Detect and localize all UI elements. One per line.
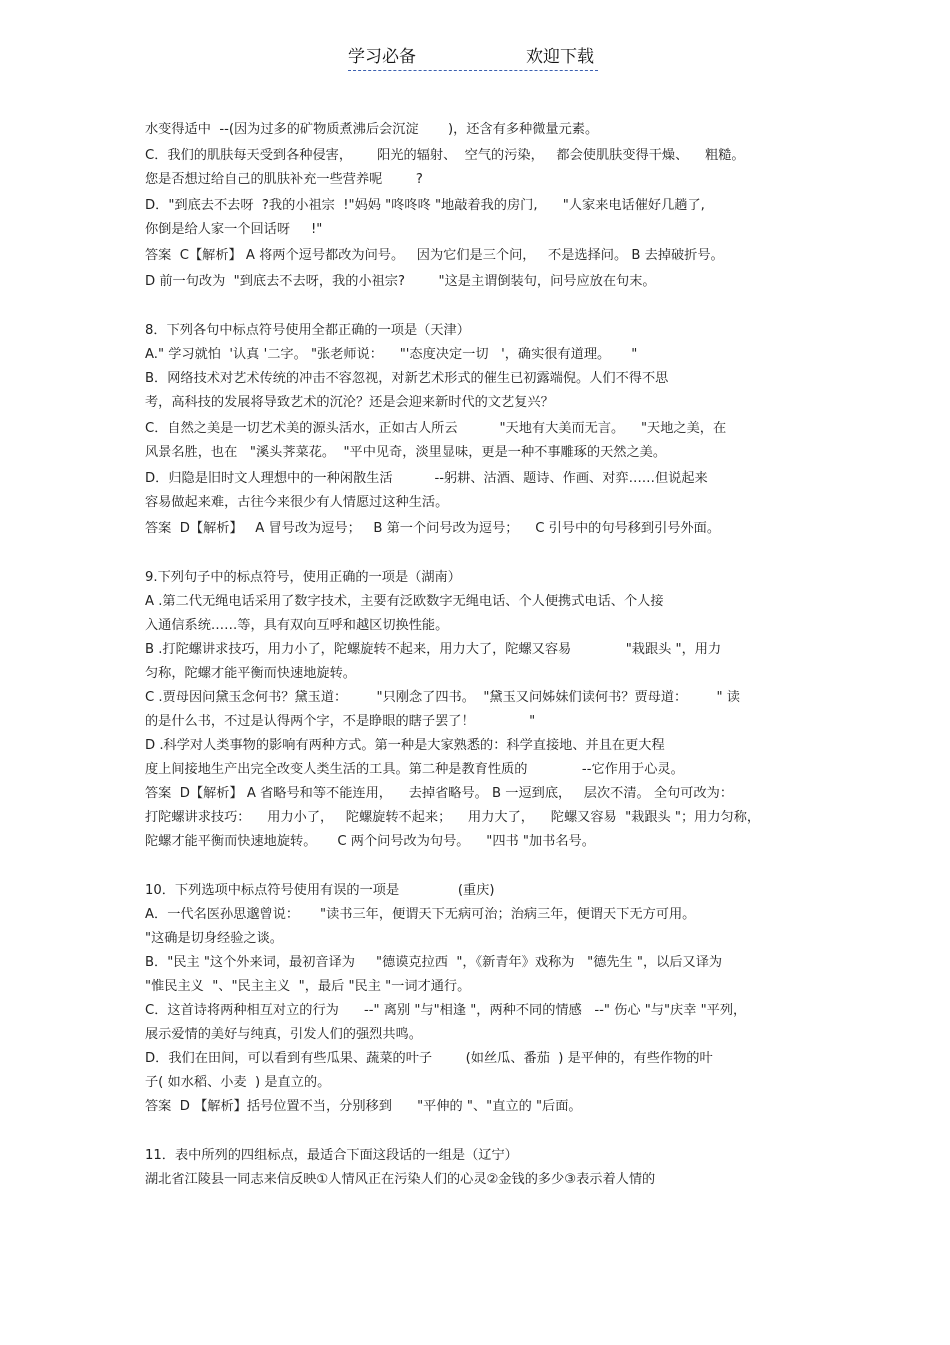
text-line: B .打陀螺讲求技巧，用力小了，陀螺旋转不起来，用力大了，陀螺又容易 "栽跟头 "，用力 — [145, 642, 722, 657]
question-8-title: 8．下列各句中标点符号使用全都正确的一项是（天津） — [145, 323, 470, 338]
answer-line: 答案 D 【解析】括号位置不当，分别移到 "平伸的 "、"直立的 "后面。 — [145, 1099, 582, 1114]
text-line: D 前一句改为 "到底去不去呀，我的小祖宗? "这是主谓倒装句，问号应放在句末。 — [145, 274, 656, 289]
text-line: 您是否想过给自己的肌肤补充一些营养呢 ? — [145, 172, 423, 187]
text-line: C．这首诗将两种相互对立的行为 --" 离别 "与"相逢 "，两种不同的情感 --" 伤心 "与"庆幸 "平列， — [145, 1003, 747, 1018]
text-line: 湖北省江陵县一同志来信反映①人情风正在污染人们的心灵②金钱的多少③表示着人情的 — [145, 1172, 656, 1187]
text-line: "惟民主义 "、"民主主义 "，最后 "民主 "一词才通行。 — [145, 979, 471, 994]
question-9-title: 9.下列句子中的标点符号，使用正确的一项是（湖南） — [145, 570, 461, 585]
page-header — [348, 42, 598, 71]
text-line: D．"到底去不去呀 ?我的小祖宗 !"妈妈 "咚咚咚 "地敲着我的房门, "人家来电话催好几趟了, — [145, 198, 705, 213]
text-line: 匀称，陀螺才能平衡而快速地旋转。 — [145, 666, 356, 681]
header-left-text: 学习必备 — [348, 47, 416, 67]
text-line: 展示爱情的美好与纯真，引发人们的强烈共鸣。 — [145, 1027, 422, 1042]
header-right-text: 欢迎下载 — [526, 47, 594, 67]
text-line: A." 学习就怕 '认真 '二字。 "张老师说： "'态度决定一切 '，确实很有道理。 " — [145, 347, 638, 362]
question-10-title: 10．下列选项中标点符号使用有误的一项是 (重庆) — [145, 883, 495, 898]
answer-line: 答案 D【解析】 A 省略号和等不能连用， 去掉省略号。 B 一逗到底， 层次不清。 全句可改为： — [145, 786, 734, 801]
text-line: "这确是切身经验之谈。 — [145, 931, 283, 946]
text-line: 陀螺才能平衡而快速地旋转。 C 两个问号改为句号。 "四书 "加书名号。 — [145, 834, 595, 849]
text-line: 风景名胜，也在 "溪头荠菜花。 "平中见奇，淡里显味，更是一种不事雕琢的天然之美。 — [145, 445, 667, 460]
text-line: 入通信系统……等，具有双向互呼和越区切换性能。 — [145, 618, 449, 633]
text-line: A .第二代无绳电话采用了数字技术，主要有泛欧数字无绳电话、个人便携式电话、个人接 — [145, 594, 664, 609]
text-line: 度上间接地生产出完全改变人类生活的工具。第二种是教育性质的 --它作用于心灵。 — [145, 762, 684, 777]
text-line: C .贾母因问黛玉念何书？黛玉道： "只刚念了四书。 "黛玉又问姊妹们读何书？贾母道： " 读 — [145, 690, 740, 705]
text-line: D .科学对人类事物的影响有两种方式。第一种是大家熟悉的：科学直接地、并且在更大程 — [145, 738, 665, 753]
text-line: C．我们的肌肤每天受到各种侵害， 阳光的辐射、 空气的污染， 都会使肌肤变得干燥、 粗糙。 — [145, 148, 745, 163]
text-line: B．网络技术对艺术传统的冲击不容忽视，对新艺术形式的催生已初露端倪。人们不得不思 — [145, 371, 669, 386]
answer-line: 答案 C【解析】 A 将两个逗号都改为问号。 因为它们是三个问， 不是选择问。 B 去掉破折号。 — [145, 248, 724, 263]
text-line: B．"民主 "这个外来词，最初音译为 "德谟克拉西 "，《新青年》戏称为 "德先生 "，以后又译为 — [145, 955, 723, 970]
text-line: A．一代名医孙思邈曾说： "读书三年，便谓天下无病可治；治病三年，便谓天下无方可用。 — [145, 907, 696, 922]
answer-line: 答案 D【解析】 A 冒号改为逗号； B 第一个问号改为逗号； C 引号中的句号移到引号外面。 — [145, 521, 721, 536]
document-body — [145, 118, 813, 1192]
text-line: 你倒是给人家一个回话呀 !" — [145, 222, 323, 237]
text-line: D．我们在田间，可以看到有些瓜果、蔬菜的叶子 (如丝瓜、番茄 ) 是平伸的，有些作物的叶 — [145, 1051, 713, 1066]
text-line: D．归隐是旧时文人理想中的一种闲散生活 --躬耕、沽酒、题诗、作画、对弈……但说起来 — [145, 471, 708, 486]
text-line: C．自然之美是一切艺术美的源头活水，正如古人所云 "天地有大美而无言。 "天地之美，在 — [145, 421, 727, 436]
text-line: 打陀螺讲求技巧： 用力小了， 陀螺旋转不起来； 用力大了， 陀螺又容易 "栽跟头 "；用力匀称， — [145, 810, 761, 825]
text-line: 水变得适中 --(因为过多的矿物质煮沸后会沉淀 )，还含有多种微量元素。 — [145, 122, 599, 137]
text-line: 的是什么书，不过是认得两个字，不是睁眼的瞎子罢了！ " — [145, 714, 536, 729]
question-11-title: 11．表中所列的四组标点，最适合下面这段话的一组是（辽宁） — [145, 1148, 518, 1163]
text-line: 子( 如水稻、小麦 ) 是直立的。 — [145, 1075, 331, 1090]
text-line: 考，高科技的发展将导致艺术的沉沦？还是会迎来新时代的文艺复兴？ — [145, 395, 554, 410]
text-line: 容易做起来难，古往今来很少有人情愿过这种生活。 — [145, 495, 449, 510]
